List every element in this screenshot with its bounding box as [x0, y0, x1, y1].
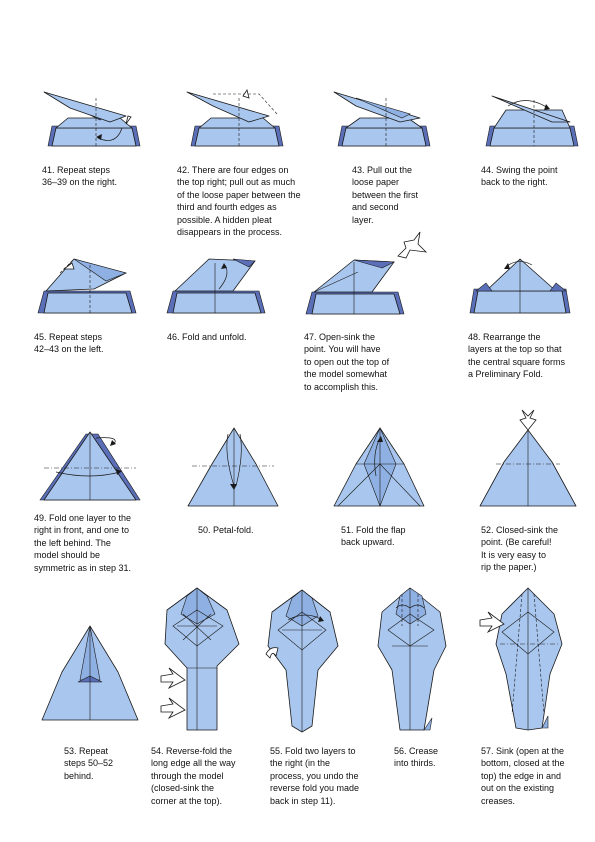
step-45-caption: 45. Repeat steps 42–43 on the left. [34, 332, 104, 355]
step-44-caption: 44. Swing the point back to the right. [481, 165, 558, 188]
step-47-diagram [302, 228, 432, 318]
step-43-caption: 43. Pull out the loose paper between the first and second layer. [352, 165, 419, 225]
step-50-caption: 50. Petal-fold. [198, 525, 254, 535]
step-41-diagram [40, 88, 150, 150]
step-48-diagram [466, 253, 576, 317]
step-42-caption: 42. There are four edges on the top right; pull out as much of the loose paper between the third and fourth edges as possible. A hidden pleat disappears in the process. [177, 165, 301, 238]
step-52-diagram [474, 408, 584, 508]
step-47-caption: 47. Open-sink the point. You will have to open out the top of the model somewhat to accomplish this. [304, 332, 390, 392]
step-51-caption: 51. Fold the flap back upward. [341, 525, 406, 548]
step-56-caption: 56. Crease into thirds. [394, 746, 439, 769]
step-46-diagram [163, 255, 273, 317]
step-54-diagram [157, 584, 249, 734]
step-45-diagram [34, 255, 144, 317]
step-57-caption: 57. Sink (open at the bottom, closed at the top) the edge in and out on the existing creases. [481, 746, 565, 806]
step-56-diagram [374, 584, 450, 734]
step-49-caption: 49. Fold one layer to the right in front, and one to the left behind. The model should be symmetric as in step 31. [34, 513, 132, 573]
step-53-diagram [36, 620, 146, 726]
step-49-diagram [36, 428, 146, 506]
step-51-diagram [328, 424, 428, 508]
step-41-caption: 41. Repeat steps 36–39 on the right. [42, 165, 118, 188]
step-55-diagram [262, 586, 342, 734]
step-50-diagram [182, 424, 282, 508]
step-42-diagram [183, 88, 293, 150]
step-52-caption: 52. Closed-sink the point. (Be careful! It is very easy to rip the paper.) [481, 525, 559, 573]
step-57-diagram [478, 584, 574, 734]
step-44-diagram [478, 88, 588, 150]
step-54-caption: 54. Reverse-fold the long edge all the way through the model (closed-sink the corner at the top). [151, 746, 236, 806]
step-53-caption: 53. Repeat steps 50–52 behind. [64, 746, 114, 781]
step-48-caption: 48. Rearrange the layers at the top so that the central square forms a Preliminary Fold. [468, 332, 566, 380]
step-43-diagram [330, 88, 440, 150]
step-46-caption: 46. Fold and unfold. [167, 332, 247, 342]
step-55-caption: 55. Fold two layers to the right (in the process, you undo the reverse fold you made back in step 11). [270, 746, 360, 806]
